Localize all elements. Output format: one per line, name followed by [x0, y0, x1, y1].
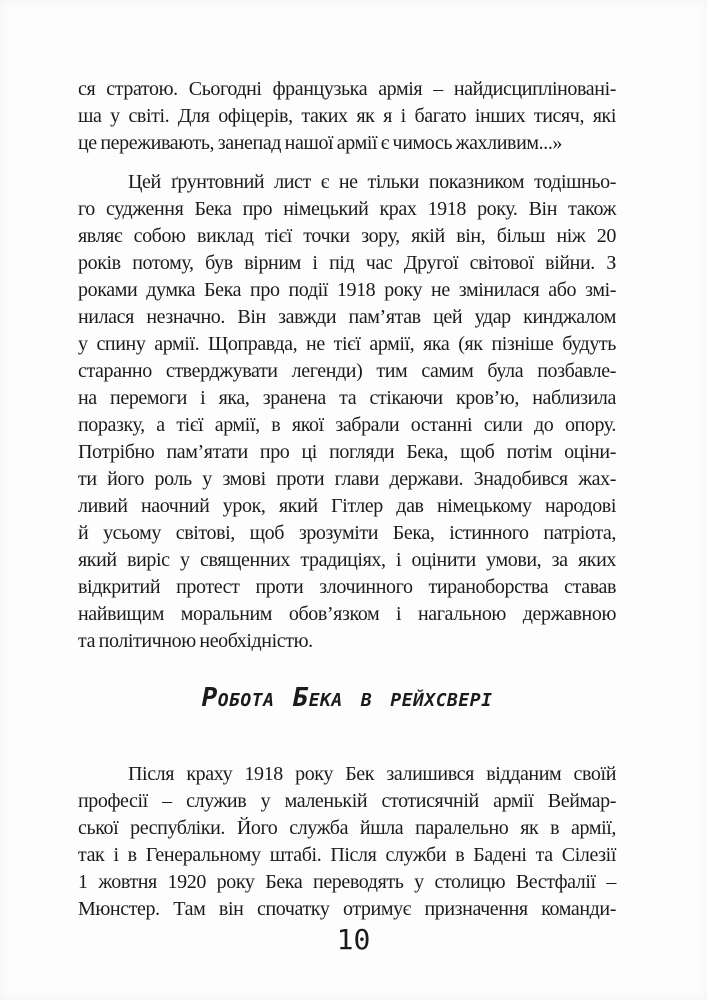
- text-line: на перемоги і яка, зранена та стікаючи кров’ю, наблизила: [78, 387, 616, 409]
- text-line: поразку, а тієї армії, в якої забрали останні сили до опору.: [78, 414, 616, 436]
- text-line: відкритий протест проти злочинного тираноборства ставав: [78, 576, 616, 598]
- text-line: ської республіки. Його служба йшла паралельно як в армії,: [78, 817, 616, 839]
- text-line: це переживають, занепад нашої армії є чимось жахливим...»: [78, 132, 563, 154]
- text-line: Мюнстер. Там він спочатку отримує призначення команди-: [78, 898, 616, 920]
- text-line: 1 жовтня 1920 року Бека переводять у столицю Вестфалії –: [78, 871, 616, 893]
- text-line: ша у світі. Для офіцерів, таких як я і багато інших тисяч, які: [78, 105, 616, 127]
- section-heading: Робота Бека в рейхсвері: [201, 683, 493, 713]
- text-line: Після краху 1918 року Бек залишився відданим своїй: [128, 763, 616, 785]
- text-line: старанно стверджувати легенди) тим самим була позбавле-: [78, 360, 616, 382]
- text-line: роками думка Бека про події 1918 року не змінилася або змі-: [78, 279, 616, 301]
- paragraph-beck-letter: [78, 169, 616, 655]
- text-line: ся стратою. Сьогодні французька армія – найдисципліновані-: [78, 78, 616, 100]
- text-block: [78, 76, 616, 923]
- text-line: й усьому світові, щоб зрозуміти Бека, істинного патріота,: [78, 522, 616, 544]
- text-line: Цей ґрунтовний лист є не тільки показником тодішньо-: [128, 171, 616, 193]
- text-line: професії – служив у маленькій стотисячній армії Веймар-: [78, 790, 616, 812]
- text-line: нилася незначно. Він завжди пам’ятав цей удар кинджалом: [78, 306, 616, 328]
- page-number: 10: [336, 923, 371, 956]
- text-line: років потому, був вірним і під час Другої світової війни. З: [78, 252, 616, 274]
- text-line: Потрібно пам’ятати про ці погляди Бека, щоб потім оціни-: [78, 441, 616, 463]
- text-line: у спину армії. Щоправда, не тієї армії, яка (як пізніше будуть: [78, 333, 616, 355]
- text-line: ти його роль у змові проти глави держави. Знадобився жах-: [78, 468, 616, 490]
- text-line: ливий наочний урок, який Гітлер дав німецькому народові: [78, 495, 616, 517]
- text-line: найвищим моральним обов’язком і нагальною державною: [78, 603, 616, 625]
- text-line: являє собою виклад тієї точки зору, якій він, більш ніж 20: [78, 225, 616, 247]
- text-line: так і в Генеральному штабі. Після служби в Бадені та Сілезії: [78, 844, 616, 866]
- paragraph-continuation: [78, 76, 616, 157]
- text-line: який виріс у священних традиціях, і оцінити умови, за яких: [78, 549, 616, 571]
- text-line: го судження Бека про німецький крах 1918 року. Він також: [78, 198, 616, 220]
- paragraph-after-1918: [78, 761, 616, 923]
- text-line: та політичною необхідністю.: [78, 630, 313, 652]
